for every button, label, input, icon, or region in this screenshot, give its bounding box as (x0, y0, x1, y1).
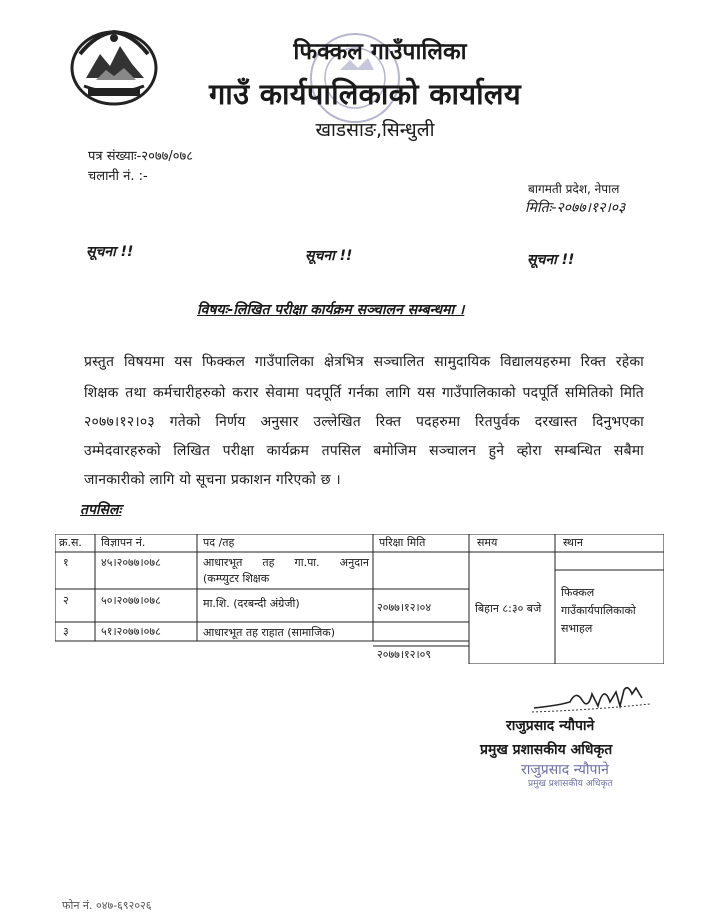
office-name: गाउँ कार्यपालिकाको कार्यालय (208, 77, 522, 111)
row-post: मा.शि. (दरबन्दी अंग्रेजी) (203, 597, 300, 610)
stamp-name: राजुप्रसाद न्यौपाने (521, 762, 609, 778)
exam-date: २०७७।१२।०९ (377, 648, 432, 661)
table-header: स्थान (563, 536, 584, 549)
row-post: आधारभूत तह राहात (सामाजिक) (203, 626, 336, 639)
subject-line: विषयः-लिखित परीक्षा कार्यक्रम सञ्चालन सम्बन्धमा । (197, 302, 465, 318)
exam-venue: सभाहल (561, 622, 593, 635)
row-serial: २ (63, 594, 69, 607)
row-serial: १ (63, 556, 69, 569)
notice-heading: सूचना !! (527, 252, 575, 268)
letter-date: मितिः-२०७७।१२।०३ (525, 200, 626, 216)
exam-time: बिहान ८:३० बजे (475, 602, 542, 615)
row-ad-number: ४५।२०७७।०७८ (101, 556, 161, 569)
row-ad-number: ५०।२०७७।०७८ (101, 594, 161, 607)
province-label: बागमती प्रदेश, नेपाल (528, 182, 620, 196)
table-header: समय (477, 536, 498, 549)
table-header: विज्ञापन नं. (101, 536, 146, 549)
stamp-title: प्रमुख प्रशासकीय अधिकृत (528, 779, 613, 789)
notice-heading: सूचना !! (305, 248, 353, 264)
org-name: फिक्कल गाउँपालिका (293, 39, 467, 65)
table-header: क्र.स. (59, 536, 82, 549)
signatory-title: प्रमुख प्रशासकीय अधिकृत (480, 742, 613, 758)
body-paragraph-line: उम्मेदवारहरुको लिखित परीक्षा कार्यक्रम तपसिल बमोजिम सञ्चालन हुने व्होरा सम्बन्धित सबैमा (84, 443, 644, 459)
schedule-table (55, 534, 664, 664)
office-address: खाडसाङ,सिन्धुली (315, 119, 435, 141)
table-header: परिक्षा मिति (379, 536, 426, 549)
table-header: पद /तह (203, 536, 235, 549)
body-paragraph-line: २०७७।१२।०३ गतेको निर्णय अनुसार उल्लेखित रिक्त पदहरुमा रितपुर्वक दरखास्त दिनुभएका (84, 414, 644, 430)
exam-venue: फिक्कल (561, 586, 595, 599)
nepal-emblem-icon (66, 24, 162, 108)
body-paragraph-line: प्रस्तुत विषयमा यस फिक्कल गाउँपालिका क्षेत्रभित्र सञ्चालित सामुदायिक विद्यालयहरुमा रिक्त रहेका (84, 354, 644, 370)
row-post-detail: (कम्प्युटर शिक्षक (203, 572, 270, 585)
signatory-name: राजुप्रसाद न्यौपाने (506, 718, 595, 734)
row-post: आधारभूत तह गा.पा. अनुदान (203, 556, 369, 569)
row-ad-number: ५१।२०७७।०७८ (101, 625, 161, 638)
dispatch-number: चलानी नं. :- (88, 169, 148, 184)
details-heading: तपसिलः (80, 502, 122, 518)
signature-scribble-icon (532, 680, 652, 716)
footer-phone: फोन नं. ०४७-६९२०२६ (62, 899, 152, 912)
row-serial: ३ (63, 625, 69, 638)
exam-date: २०७७।१२।०४ (377, 601, 432, 614)
letter-number: पत्र संख्याः-२०७७/०७८ (88, 149, 194, 164)
body-paragraph-line: जानकारीको लागि यो सूचना प्रकाशन गरिएको छ । (84, 472, 341, 488)
exam-venue: गाउँकार्यपालिकाको (561, 604, 636, 617)
body-paragraph-line: शिक्षक तथा कर्मचारीहरुको करार सेवामा पदपूर्ति गर्नका लागि यस गाउँपालिकाको पदपूर्ति समितिको मिति (84, 385, 644, 401)
notice-heading: सूचना !! (86, 244, 134, 260)
